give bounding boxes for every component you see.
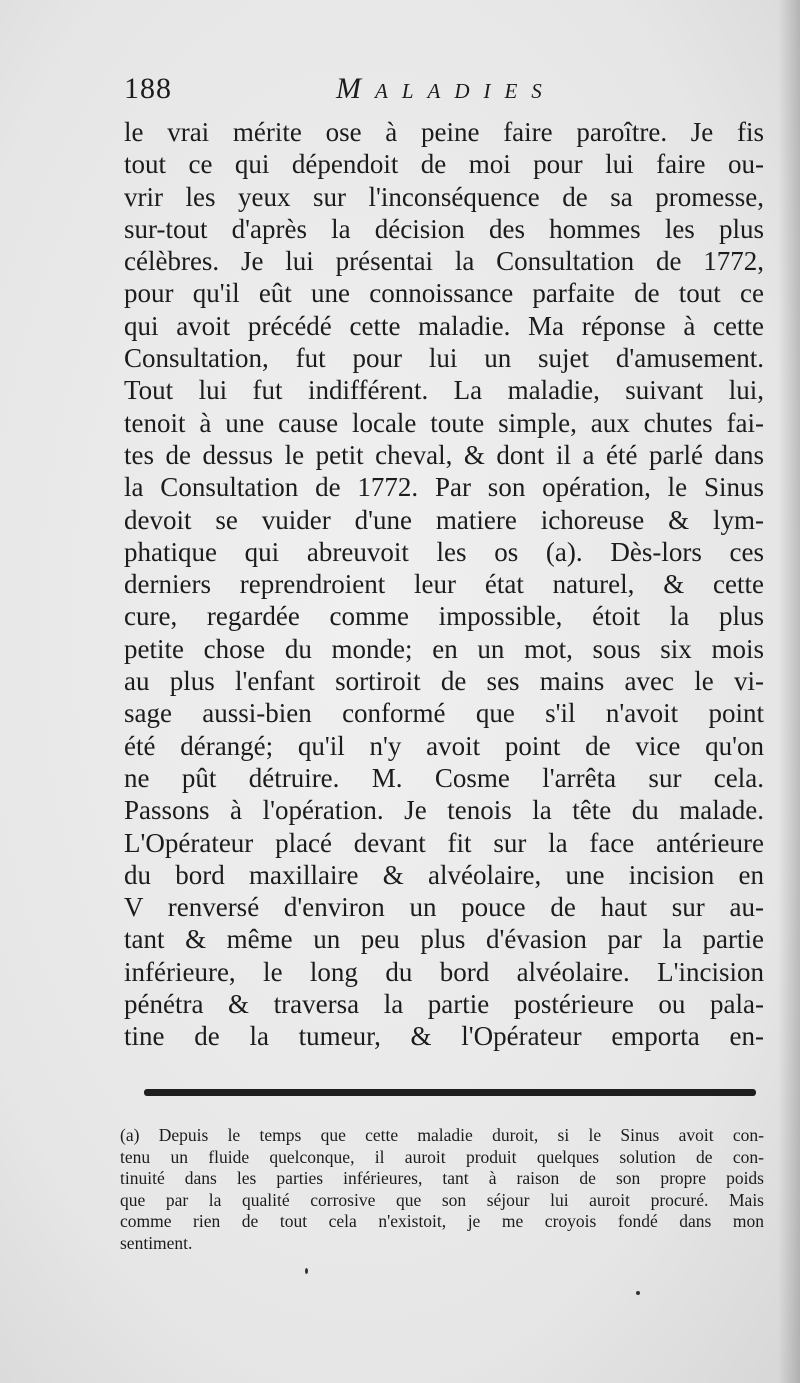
- text-line: pour qu'il eût une connoissance parfaite de tout ce: [124, 278, 764, 309]
- main-text: [124, 116, 764, 1053]
- footnote-separator-rule: [144, 1089, 756, 1096]
- text-line: V renversé d'environ un pouce de haut sur au-: [124, 892, 764, 923]
- text-line: le vrai mérite ose à peine faire paroître. Je fis: [124, 117, 764, 147]
- text-line: célèbres. Je lui présentai la Consultation de 1772,: [124, 246, 764, 277]
- text-line: au plus l'enfant sortiroit de ses mains avec le vi-: [124, 666, 764, 697]
- text-line: inférieure, le long du bord alvéolaire. L'incision: [124, 956, 764, 987]
- text-line: Consultation, fut pour lui un sujet d'amusement.: [124, 343, 764, 374]
- text-line: phatique qui abreuvoit les os (a). Dès-lors ces: [124, 536, 764, 567]
- text-line: la Consultation de 1772. Par son opération, le Sinus: [124, 472, 764, 503]
- text-line: sage aussi-bien conformé que s'il n'avoit point: [124, 698, 764, 729]
- text-line: petite chose du monde; en un mot, sous six mois: [124, 633, 764, 664]
- text-line: été dérangé; qu'il n'y avoit point de vice qu'on: [124, 730, 764, 761]
- text-line: vrir les yeux sur l'inconséquence de sa promesse,: [124, 181, 764, 212]
- text-line: qui avoit précédé cette maladie. Ma réponse à cette: [124, 310, 764, 341]
- text-line: tenoit à une cause locale toute simple, aux chutes fai-: [124, 407, 764, 438]
- text-line: sur-tout d'après la décision des hommes les plus: [124, 213, 764, 244]
- text-line: derniers reprendroient leur état naturel, & cette: [124, 569, 764, 600]
- running-title: Maladies: [336, 72, 556, 105]
- paper-speck: [636, 1291, 640, 1295]
- text-line: du bord maxillaire & alvéolaire, une incision en: [124, 859, 764, 890]
- text-line: devoit se vuider d'une matiere ichoreuse & lym-: [124, 504, 764, 535]
- text-line: tes de dessus le petit cheval, & dont il a été parlé dans: [124, 439, 764, 470]
- footnote-line: tenu un fluide quelconque, il auroit produit quelques solution de con-: [120, 1146, 764, 1167]
- text-line: pénétra & traversa la partie postérieure ou pala-: [124, 989, 764, 1020]
- text-line: ne pût détruire. M. Cosme l'arrêta sur cela.: [124, 762, 764, 793]
- text-line: tout ce qui dépendoit de moi pour lui faire ou-: [124, 149, 764, 180]
- footnote-line: que par la qualité corrosive que son séjour lui auroit procuré. Mais: [120, 1189, 764, 1210]
- footnote-line: comme rien de tout cela n'existoit, je me croyois fondé dans mon: [120, 1211, 764, 1231]
- text-line: tine de la tumeur, & l'Opérateur emporta en-: [124, 1021, 764, 1052]
- footnote-line: (a) Depuis le temps que cette maladie duroit, si le Sinus avoit con-: [120, 1125, 764, 1145]
- text-line: L'Opérateur placé devant fit sur la face antérieure: [124, 827, 764, 858]
- text-line: Passons à l'opération. Je tenois la tête du malade.: [124, 795, 764, 826]
- page-header: [124, 72, 760, 112]
- text-line: tant & même un peu plus d'évasion par la partie: [124, 924, 764, 955]
- text-line: cure, regardée comme impossible, étoit la plus: [124, 601, 764, 632]
- footnote-line: sentiment.: [120, 1232, 193, 1253]
- paper-speck: [305, 1268, 308, 1274]
- footnote-line: tinuité dans les parties inférieures, tant à raison de son propre poids: [120, 1168, 764, 1188]
- footnote: [120, 1125, 764, 1254]
- page-gutter-shadow: [778, 0, 800, 1383]
- text-line: Tout lui fut indifférent. La maladie, suivant lui,: [124, 375, 764, 406]
- page-number: 188: [124, 72, 172, 105]
